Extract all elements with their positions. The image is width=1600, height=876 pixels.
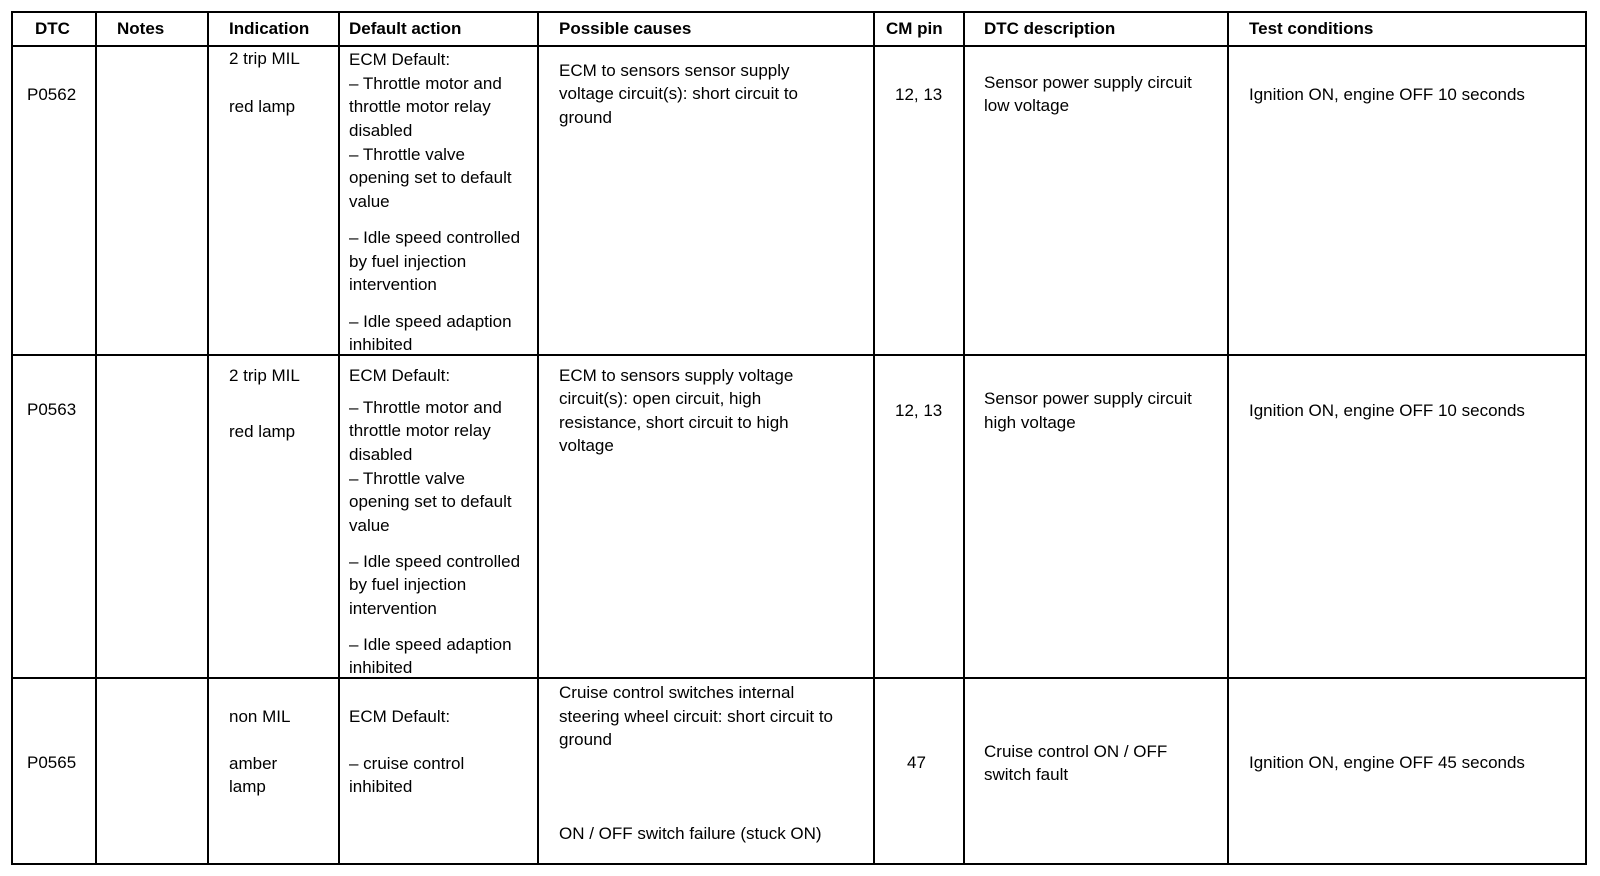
dtc-description-line: low voltage xyxy=(984,96,1070,115)
row-divider xyxy=(13,354,1585,356)
default-action-line: disabled xyxy=(349,445,413,464)
header-test-conditions: Test conditions xyxy=(1249,19,1374,38)
default-action-line: inhibited xyxy=(349,658,413,677)
possible-causes-line: ground xyxy=(559,108,612,127)
dtc-table xyxy=(11,11,1587,865)
header-indication: Indication xyxy=(229,19,310,38)
indication-line: non MIL xyxy=(229,707,291,726)
default-action-line: by fuel injection xyxy=(349,252,467,271)
header-default-action: Default action xyxy=(349,19,462,38)
default-action-line: ECM Default: xyxy=(349,707,451,726)
default-action-line: by fuel injection xyxy=(349,575,467,594)
default-action-line: opening set to default xyxy=(349,492,512,511)
column-divider xyxy=(207,13,209,863)
possible-causes-line: ON / OFF switch failure (stuck ON) xyxy=(559,824,822,843)
dtc-code: P0565 xyxy=(27,753,77,772)
default-action-line: inhibited xyxy=(349,335,413,354)
default-action-line: – Throttle valve xyxy=(349,145,465,164)
dtc-description-line: Sensor power supply circuit xyxy=(984,73,1192,92)
test-conditions-cell: Ignition ON, engine OFF 45 seconds xyxy=(1249,753,1525,772)
cm-pin-cell: 47 xyxy=(907,753,926,772)
dtc-description-line: Sensor power supply circuit xyxy=(984,389,1192,408)
header-dtc-description: DTC description xyxy=(984,19,1116,38)
column-divider xyxy=(338,13,340,863)
indication-line: 2 trip MIL xyxy=(229,366,300,385)
column-divider xyxy=(537,13,539,863)
possible-causes-line: ground xyxy=(559,730,612,749)
possible-causes-line: circuit(s): open circuit, high xyxy=(559,389,762,408)
default-action-line: value xyxy=(349,192,390,211)
column-divider xyxy=(963,13,965,863)
default-action-line: throttle motor relay xyxy=(349,97,491,116)
test-conditions-cell: Ignition ON, engine OFF 10 seconds xyxy=(1249,401,1525,420)
header-dtc: DTC xyxy=(35,19,70,38)
cm-pin-cell: 12, 13 xyxy=(895,85,943,104)
default-action-line: ECM Default: xyxy=(349,50,451,69)
dtc-description-line: high voltage xyxy=(984,413,1076,432)
default-action-line: intervention xyxy=(349,275,437,294)
dtc-description-line: Cruise control ON / OFF xyxy=(984,742,1168,761)
indication-line: lamp xyxy=(229,777,266,796)
default-action-line: intervention xyxy=(349,599,437,618)
default-action-line: ECM Default: xyxy=(349,366,451,385)
possible-causes-line: ECM to sensors sensor supply xyxy=(559,61,790,80)
header-notes: Notes xyxy=(117,19,165,38)
dtc-code: P0562 xyxy=(27,85,77,104)
indication-line: amber xyxy=(229,754,278,773)
default-action-line: – Throttle valve xyxy=(349,469,465,488)
test-conditions-cell: Ignition ON, engine OFF 10 seconds xyxy=(1249,85,1525,104)
default-action-line: – Idle speed controlled xyxy=(349,552,521,571)
possible-causes-line: ECM to sensors supply voltage xyxy=(559,366,794,385)
possible-causes-line: Cruise control switches internal xyxy=(559,683,795,702)
header-cm-pin: CM pin xyxy=(886,19,943,38)
possible-causes-line: steering wheel circuit: short circuit to xyxy=(559,707,833,726)
default-action-line: – cruise control xyxy=(349,754,465,773)
possible-causes-line: resistance, short circuit to high xyxy=(559,413,789,432)
possible-causes-line: voltage circuit(s): short circuit to xyxy=(559,84,799,103)
cm-pin-cell: 12, 13 xyxy=(895,401,943,420)
possible-causes-line: voltage xyxy=(559,436,614,455)
default-action-line: – Throttle motor and xyxy=(349,74,502,93)
column-divider xyxy=(1227,13,1229,863)
indication-line: red lamp xyxy=(229,97,296,116)
dtc-code: P0563 xyxy=(27,400,77,419)
indication-line: 2 trip MIL xyxy=(229,49,300,68)
default-action-line: throttle motor relay xyxy=(349,421,491,440)
indication-line: red lamp xyxy=(229,422,296,441)
default-action-line: – Idle speed adaption xyxy=(349,312,512,331)
default-action-line: – Idle speed controlled xyxy=(349,228,521,247)
column-divider xyxy=(95,13,97,863)
header-possible-causes: Possible causes xyxy=(559,19,692,38)
default-action-line: – Throttle motor and xyxy=(349,398,502,417)
default-action-line: value xyxy=(349,516,390,535)
default-action-line: disabled xyxy=(349,121,413,140)
default-action-line: opening set to default xyxy=(349,168,512,187)
dtc-description-line: switch fault xyxy=(984,765,1069,784)
default-action-line: – Idle speed adaption xyxy=(349,635,512,654)
column-divider xyxy=(873,13,875,863)
row-divider xyxy=(13,677,1585,679)
default-action-line: inhibited xyxy=(349,777,413,796)
